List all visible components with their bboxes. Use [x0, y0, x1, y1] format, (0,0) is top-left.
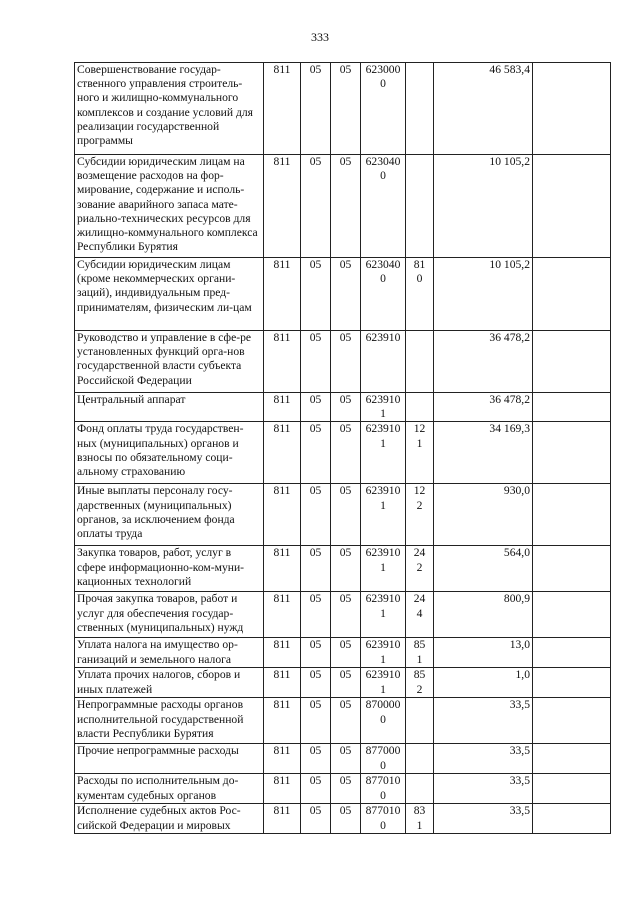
target-code-line1: 623910 — [365, 422, 401, 436]
target-code-line2: 1 — [380, 407, 386, 421]
vr-code-line1: 24 — [413, 546, 426, 560]
expense-type-code — [406, 698, 434, 744]
section-code: 05 — [301, 698, 331, 744]
target-code-line1: 623040 — [365, 258, 401, 271]
empty-cell — [533, 698, 611, 744]
empty-cell — [533, 393, 611, 422]
section-code: 05 — [301, 774, 331, 804]
table-row — [75, 774, 611, 804]
vr-code-line2: 2 — [416, 560, 423, 574]
table-row — [75, 63, 611, 155]
empty-cell — [533, 155, 611, 258]
table-row — [75, 331, 611, 393]
target-code-line2: 1 — [380, 498, 386, 512]
vr-code-line1: 12 — [413, 422, 426, 436]
empty-cell — [533, 331, 611, 393]
target-code-line2: 0 — [380, 169, 386, 183]
expense-type-code — [406, 638, 434, 668]
expense-type-code — [406, 422, 434, 484]
subsection-code: 05 — [331, 638, 361, 668]
target-code-line2: 0 — [380, 788, 386, 802]
target-code-line1: 623910 — [365, 592, 401, 606]
vr-code-line2: 1 — [416, 652, 423, 666]
target-article-code — [361, 546, 406, 592]
amount: 36 478,2 — [434, 393, 533, 422]
expense-type-code — [406, 744, 434, 774]
target-code-line2: 1 — [380, 652, 386, 666]
expense-name: Прочая закупка товаров, работ и услуг для обеспечения государ-ственных (муниципальных) нужд — [75, 592, 264, 638]
subsection-code: 05 — [331, 331, 361, 393]
table-row — [75, 744, 611, 774]
ministry-code: 811 — [264, 393, 301, 422]
subsection-code: 05 — [331, 698, 361, 744]
expense-name: Иные выплаты персоналу госу-дарственных (муниципальных) органов, за исключением фонда оплаты труда — [75, 484, 264, 546]
section-code: 05 — [301, 393, 331, 422]
subsection-code: 05 — [331, 155, 361, 258]
vr-code-line2: 4 — [416, 606, 423, 620]
expense-name: Центральный аппарат — [75, 393, 264, 422]
ministry-code: 811 — [264, 155, 301, 258]
target-code-line2: 0 — [380, 758, 386, 772]
vr-code-line2: 1 — [416, 436, 423, 450]
subsection-code: 05 — [331, 484, 361, 546]
budget-table — [74, 62, 611, 834]
empty-cell — [533, 63, 611, 155]
amount: 1,0 — [434, 668, 533, 698]
empty-cell — [533, 774, 611, 804]
expense-type-code — [406, 393, 434, 422]
target-article-code — [361, 592, 406, 638]
target-code-line2: 0 — [380, 712, 386, 726]
ministry-code: 811 — [264, 258, 301, 331]
section-code: 05 — [301, 331, 331, 393]
vr-code-line2: 1 — [416, 818, 423, 832]
amount: 13,0 — [434, 638, 533, 668]
vr-code-line2: 0 — [416, 272, 423, 286]
section-code: 05 — [301, 63, 331, 155]
subsection-code: 05 — [331, 422, 361, 484]
target-code-line2: 0 — [380, 77, 386, 91]
table-row — [75, 638, 611, 668]
target-article-code — [361, 63, 406, 155]
expense-name: Совершенствование государ-ственного управления строитель-ного и жилищно-коммунального комплексов и создание условий для реализации государственной программы — [75, 63, 264, 155]
page-number: 333 — [311, 30, 329, 44]
ministry-code: 811 — [264, 638, 301, 668]
expense-name: Непрограммные расходы органов исполнительной государственной власти Республики Бурятия — [75, 698, 264, 744]
table-row — [75, 422, 611, 484]
target-code-line1: 623910 — [365, 638, 401, 652]
empty-cell — [533, 422, 611, 484]
target-code-line2: 1 — [380, 682, 386, 696]
amount: 34 169,3 — [434, 422, 533, 484]
target-code-line1: 623040 — [365, 155, 401, 168]
empty-cell — [533, 546, 611, 592]
expense-name: Исполнение судебных актов Рос-сийской Федерации и мировых — [75, 804, 264, 834]
table-row — [75, 258, 611, 331]
section-code: 05 — [301, 638, 331, 668]
target-code-line2: 0 — [380, 818, 386, 832]
subsection-code: 05 — [331, 668, 361, 698]
target-article-code — [361, 393, 406, 422]
target-code-line1: 623000 — [365, 63, 401, 76]
vr-code-line2: 2 — [416, 682, 423, 696]
expense-type-code — [406, 592, 434, 638]
expense-name: Расходы по исполнительным до-кументам судебных органов — [75, 774, 264, 804]
target-article-code — [361, 331, 406, 393]
section-code: 05 — [301, 546, 331, 592]
empty-cell — [533, 744, 611, 774]
target-code-line2: 0 — [380, 272, 386, 286]
expense-type-code — [406, 331, 434, 393]
section-code: 05 — [301, 422, 331, 484]
vr-code-line2: 2 — [416, 498, 423, 512]
subsection-code: 05 — [331, 774, 361, 804]
subsection-code: 05 — [331, 744, 361, 774]
amount: 33,5 — [434, 774, 533, 804]
amount: 564,0 — [434, 546, 533, 592]
target-article-code — [361, 258, 406, 331]
vr-code-line1: 83 — [413, 804, 426, 818]
vr-code-line1: 24 — [413, 592, 426, 606]
target-code-line1: 877010 — [365, 774, 401, 788]
target-code-line1: 623910 — [365, 668, 401, 682]
subsection-code: 05 — [331, 393, 361, 422]
subsection-code: 05 — [331, 63, 361, 155]
ministry-code: 811 — [264, 422, 301, 484]
vr-code-line1: 12 — [413, 484, 426, 498]
target-code-line1: 623910 — [365, 331, 401, 344]
expense-type-code — [406, 804, 434, 834]
target-code-line2: 1 — [380, 606, 386, 620]
expense-name: Закупка товаров, работ, услуг в сфере информационно-ком-муни-кационных технологий — [75, 546, 264, 592]
amount: 33,5 — [434, 744, 533, 774]
amount: 33,5 — [434, 804, 533, 834]
amount: 46 583,4 — [434, 63, 533, 155]
amount: 800,9 — [434, 592, 533, 638]
expense-type-code — [406, 63, 434, 155]
target-code-line1: 623910 — [365, 484, 401, 498]
expense-name: Уплата прочих налогов, сборов и иных платежей — [75, 668, 264, 698]
expense-name: Субсидии юридическим лицам (кроме некоммерческих органи-заций), индивидуальным пред-принимателям, физическим ли-цам — [75, 258, 264, 331]
amount: 10 105,2 — [434, 258, 533, 331]
expense-name: Прочие непрограммные расходы — [75, 744, 264, 774]
empty-cell — [533, 638, 611, 668]
target-code-line1: 623910 — [365, 546, 401, 560]
empty-cell — [533, 804, 611, 834]
ministry-code: 811 — [264, 744, 301, 774]
expense-type-code — [406, 258, 434, 331]
expense-type-code — [406, 668, 434, 698]
table-row — [75, 484, 611, 546]
expense-name: Уплата налога на имущество ор-ганизаций и земельного налога — [75, 638, 264, 668]
target-code-line1: 870000 — [365, 698, 401, 712]
target-article-code — [361, 422, 406, 484]
target-code-line1: 623910 — [365, 393, 401, 406]
table-row — [75, 698, 611, 744]
subsection-code: 05 — [331, 592, 361, 638]
section-code: 05 — [301, 744, 331, 774]
ministry-code: 811 — [264, 698, 301, 744]
target-article-code — [361, 698, 406, 744]
amount: 36 478,2 — [434, 331, 533, 393]
section-code: 05 — [301, 258, 331, 331]
empty-cell — [533, 668, 611, 698]
target-code-line1: 877000 — [365, 744, 401, 758]
ministry-code: 811 — [264, 774, 301, 804]
target-article-code — [361, 668, 406, 698]
section-code: 05 — [301, 804, 331, 834]
target-article-code — [361, 638, 406, 668]
ministry-code: 811 — [264, 804, 301, 834]
target-article-code — [361, 774, 406, 804]
expense-type-code — [406, 484, 434, 546]
vr-code-line1: 85 — [413, 638, 426, 652]
amount: 33,5 — [434, 698, 533, 744]
target-code-line1: 877010 — [365, 804, 401, 818]
table-row — [75, 393, 611, 422]
expense-type-code — [406, 774, 434, 804]
expense-name: Руководство и управление в сфе-ре установленных функций орга-нов государственной власти субъекта Российской Федерации — [75, 331, 264, 393]
vr-code-line1: 85 — [413, 668, 426, 682]
ministry-code: 811 — [264, 331, 301, 393]
target-article-code — [361, 744, 406, 774]
expense-type-code — [406, 546, 434, 592]
ministry-code: 811 — [264, 546, 301, 592]
subsection-code: 05 — [331, 546, 361, 592]
table-row — [75, 668, 611, 698]
target-article-code — [361, 804, 406, 834]
expense-type-code — [406, 155, 434, 258]
ministry-code: 811 — [264, 63, 301, 155]
section-code: 05 — [301, 592, 331, 638]
section-code: 05 — [301, 668, 331, 698]
vr-code-line1: 81 — [413, 258, 426, 271]
subsection-code: 05 — [331, 258, 361, 331]
table-row — [75, 546, 611, 592]
table-row — [75, 155, 611, 258]
empty-cell — [533, 258, 611, 331]
table-row — [75, 592, 611, 638]
empty-cell — [533, 592, 611, 638]
ministry-code: 811 — [264, 592, 301, 638]
subsection-code: 05 — [331, 804, 361, 834]
empty-cell — [533, 484, 611, 546]
section-code: 05 — [301, 155, 331, 258]
amount: 930,0 — [434, 484, 533, 546]
section-code: 05 — [301, 484, 331, 546]
target-article-code — [361, 484, 406, 546]
expense-name: Субсидии юридическим лицам на возмещение расходов на фор-мирование, содержание и исполь-зование аварийного запаса мате-риально-технических ресурсов для жилищно-коммунального комплекса Республики Бурятия — [75, 155, 264, 258]
expense-name: Фонд оплаты труда государствен-ных (муниципальных) органов и взносы по обязательному соци-альному страхованию — [75, 422, 264, 484]
table-row — [75, 804, 611, 834]
amount: 10 105,2 — [434, 155, 533, 258]
target-code-line2: 1 — [380, 560, 386, 574]
ministry-code: 811 — [264, 668, 301, 698]
ministry-code: 811 — [264, 484, 301, 546]
target-article-code — [361, 155, 406, 258]
target-code-line2: 1 — [380, 436, 386, 450]
